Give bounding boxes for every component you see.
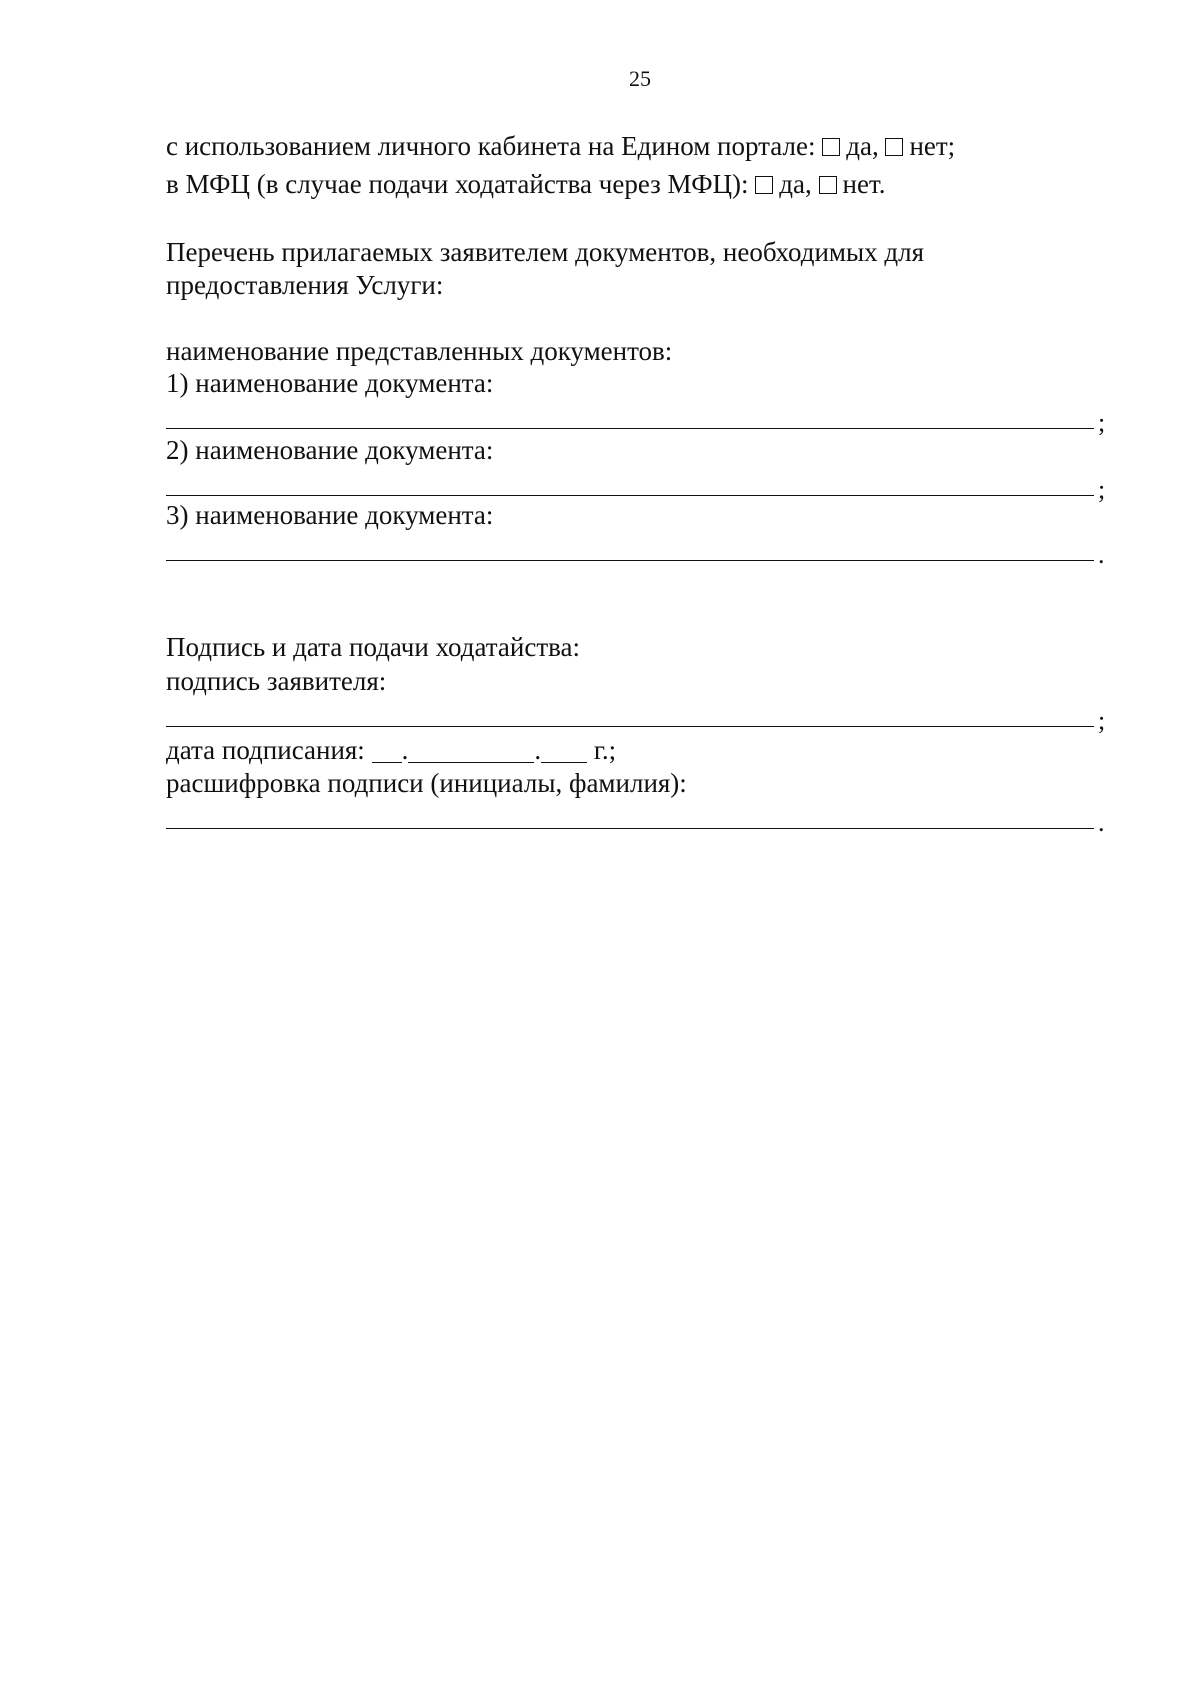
- mfc-notification-text: в МФЦ (в случае подачи ходатайства через МФЦ):: [166, 169, 749, 199]
- document-item-3-label: 3) наименование документа:: [166, 500, 494, 530]
- signing-date-label: дата подписания:: [166, 735, 365, 765]
- documents-heading-line2: предоставления Услуги:: [166, 270, 444, 300]
- date-separator-2: .: [534, 735, 542, 765]
- applicant-signature-end: ;: [1098, 706, 1106, 735]
- document-item-2-end: ;: [1098, 475, 1106, 504]
- signature-decode-label: расшифровка подписи (инициалы, фамилия):: [166, 768, 687, 798]
- signature-heading: Подпись и дата подачи ходатайства:: [166, 632, 581, 662]
- document-item-1-end: ;: [1098, 408, 1106, 437]
- checkbox-mfc-yes[interactable]: [755, 176, 773, 194]
- date-year-suffix: г.;: [593, 735, 617, 765]
- mfc-no-label: нет.: [842, 169, 886, 199]
- date-month-field[interactable]: [408, 740, 534, 763]
- checkbox-portal-no[interactable]: [885, 138, 903, 156]
- portal-yes-label: да,: [846, 131, 879, 161]
- document-item-3-end: .: [1098, 540, 1105, 569]
- portal-notification-line: [166, 130, 955, 162]
- documents-heading-line1: Перечень прилагаемых заявителем документов, необходимых для: [166, 237, 925, 267]
- document-item-1-label: 1) наименование документа:: [166, 368, 494, 398]
- applicant-signature-label: подпись заявителя:: [166, 666, 387, 696]
- mfc-notification-line: [166, 168, 885, 200]
- document-item-2-label: 2) наименование документа:: [166, 435, 494, 465]
- documents-subheading: наименование представленных документов:: [166, 336, 673, 366]
- date-separator-1: .: [401, 735, 409, 765]
- signature-decode-field[interactable]: [166, 828, 1094, 829]
- page-number: 25: [629, 66, 651, 91]
- date-year-field[interactable]: [541, 740, 587, 763]
- checkbox-mfc-no[interactable]: [819, 176, 837, 194]
- checkbox-portal-yes[interactable]: [822, 138, 840, 156]
- portal-no-label: нет;: [909, 131, 956, 161]
- signature-decode-end: .: [1098, 808, 1105, 837]
- document-item-1-field[interactable]: [166, 428, 1094, 429]
- mfc-yes-label: да,: [779, 169, 812, 199]
- document-item-3-field[interactable]: [166, 560, 1094, 561]
- signing-date-line: [166, 734, 616, 766]
- document-item-2-field[interactable]: [166, 495, 1094, 496]
- date-day-field[interactable]: [372, 740, 402, 763]
- applicant-signature-field[interactable]: [166, 726, 1094, 727]
- portal-notification-text: с использованием личного кабинета на Едином портале:: [166, 131, 816, 161]
